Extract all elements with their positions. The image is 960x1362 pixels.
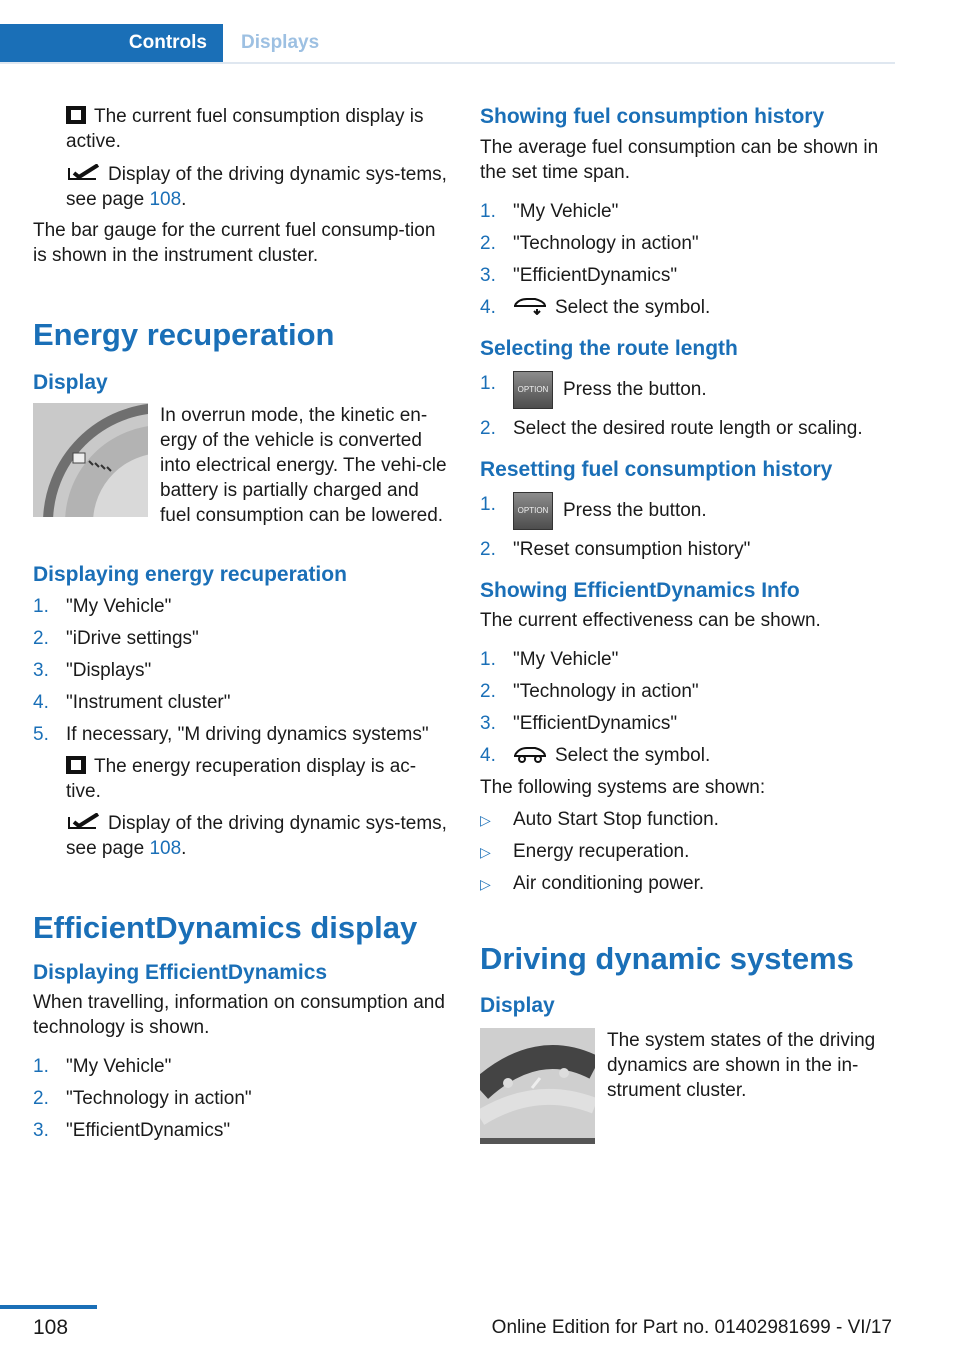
list-item: ▷ Auto Start Stop function. — [480, 807, 892, 832]
display-heading-2: Display — [480, 994, 555, 1017]
list-item: 2. "iDrive settings" — [33, 628, 199, 649]
list-item: ▷ Air conditioning power. — [480, 871, 892, 896]
check-gauge-icon — [66, 813, 100, 831]
systems-bullet-list — [480, 807, 892, 896]
list-item: 3. "EfficientDynamics" — [480, 265, 678, 286]
er-active-note: The energy recuperation display is ac-tive. — [66, 756, 417, 802]
route-length-heading: Selecting the route length — [480, 337, 738, 360]
ed-steps-list — [33, 1054, 448, 1143]
display-text: In overrun mode, the kinetic en-ergy of the vehicle is converted into electrical energy. The vehi-cle battery is partially charged and fuel consumption can be lowered. — [160, 405, 447, 526]
list-item: ▷ Energy recuperation. — [480, 839, 892, 864]
efficientdynamics-display-heading: EfficientDynamics display — [33, 910, 418, 945]
list-item: 3. "Displays" — [33, 660, 152, 681]
list-item: 1. "My Vehicle" — [480, 649, 619, 670]
list-item: 1. OPTION Press the button. — [480, 492, 892, 530]
left-column — [33, 100, 448, 1150]
er-steps-list — [33, 594, 448, 747]
history-steps-list — [480, 199, 892, 320]
header-tabs — [0, 24, 895, 64]
footer-accent-line — [0, 1305, 97, 1309]
edition-text: Online Edition for Part no. 01402981699 - VI/17 — [491, 1317, 892, 1338]
display-section — [33, 403, 448, 528]
info-steps-list — [480, 647, 892, 768]
tab-controls-label: Controls — [128, 32, 207, 53]
page-link[interactable]: 108 — [149, 838, 182, 859]
energy-recuperation-heading: Energy recuperation — [33, 317, 335, 352]
info-text: The current effectiveness can be shown. — [480, 610, 821, 631]
list-item: 2. Select the desired route length or scaling. — [480, 418, 863, 439]
list-item: 1. "My Vehicle" — [480, 201, 619, 222]
display-heading: Display — [33, 371, 108, 394]
energy-recuperation-image — [33, 403, 148, 517]
bar-gauge-text: The bar gauge for the current fuel consump-tion is shown in the instrument cluster. — [33, 220, 436, 266]
dds-section — [480, 1028, 892, 1148]
bullet-triangle-icon: ▷ — [480, 844, 491, 860]
car-history-icon — [513, 297, 547, 315]
option-button-icon[interactable]: OPTION — [513, 492, 553, 530]
tab-controls[interactable] — [0, 24, 223, 62]
right-column — [480, 100, 892, 1148]
ed-text: When travelling, information on consumption and technology is shown. — [33, 992, 445, 1038]
displaying-efficientdynamics-heading: Displaying EfficientDynamics — [33, 961, 328, 984]
page-link[interactable]: 108 — [149, 189, 182, 210]
list-item: 3. "EfficientDynamics" — [33, 1120, 231, 1141]
route-steps-list — [480, 371, 892, 441]
list-item: 4. Select the symbol. — [480, 745, 711, 766]
check-gauge-icon — [66, 164, 100, 182]
driving-dynamics-image — [480, 1028, 595, 1144]
fuel-display-note: The current fuel consumption display is active. — [66, 106, 424, 152]
list-item: 2. "Technology in action" — [480, 681, 699, 702]
list-item: 1. OPTION Press the button. — [480, 371, 892, 409]
list-item: 2. "Technology in action" — [480, 233, 699, 254]
er-driving-dynamics-note: Display of the driving dynamic sys-tems, see page 108. — [66, 813, 447, 859]
square-symbol-icon — [66, 106, 86, 124]
list-item: 2. "Reset consumption history" — [480, 539, 751, 560]
list-item: 4. Select the symbol. — [480, 297, 711, 318]
displaying-energy-recuperation-heading: Displaying energy recuperation — [33, 563, 347, 586]
tab-displays[interactable]: Displays — [241, 32, 320, 53]
car-info-icon — [513, 745, 547, 763]
page-number: 108 — [33, 1316, 69, 1339]
reset-history-heading: Resetting fuel consumption history — [480, 458, 833, 481]
fuel-history-heading: Showing fuel consumption history — [480, 105, 825, 128]
bullet-triangle-icon: ▷ — [480, 876, 491, 892]
bullet-triangle-icon: ▷ — [480, 812, 491, 828]
list-item: 2. "Technology in action" — [33, 1088, 252, 1109]
list-item: 1. "My Vehicle" — [33, 1056, 172, 1077]
ed-info-heading: Showing EfficientDynamics Info — [480, 579, 800, 602]
driving-dynamics-note: Display of the driving dynamic sys-tems, see page 108. — [66, 164, 447, 210]
driving-dynamic-systems-heading: Driving dynamic systems — [480, 941, 854, 976]
square-symbol-icon — [66, 756, 86, 774]
history-text: The average fuel consumption can be shown in the set time span. — [480, 137, 879, 183]
dds-text: The system states of the driving dynamics are shown in the in-strument cluster. — [607, 1030, 876, 1101]
reset-steps-list — [480, 492, 892, 562]
shown-text: The following systems are shown: — [480, 777, 766, 798]
option-button-icon[interactable]: OPTION — [513, 371, 553, 409]
list-item: 1. "My Vehicle" — [33, 596, 172, 617]
list-item: 5. If necessary, "M driving dynamics systems" — [33, 724, 429, 745]
list-item: 4. "Instrument cluster" — [33, 692, 231, 713]
list-item: 3. "EfficientDynamics" — [480, 713, 678, 734]
